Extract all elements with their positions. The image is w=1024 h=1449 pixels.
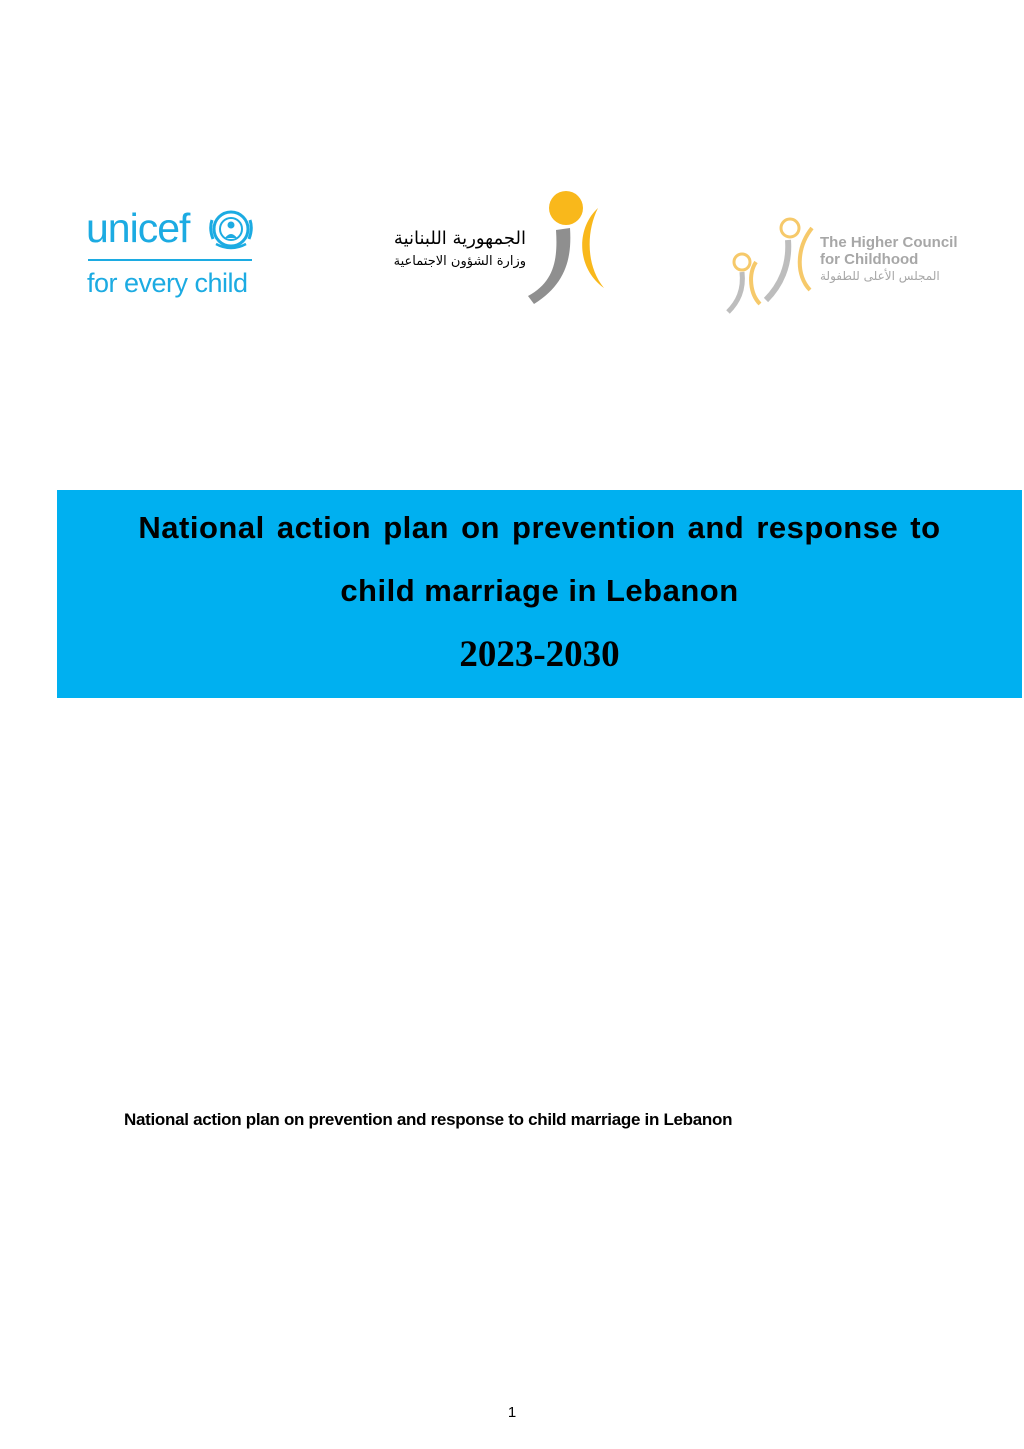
children-figures-icon bbox=[722, 214, 818, 318]
council-name-line1: The Higher Council bbox=[820, 234, 958, 251]
ministry-arabic-title: الجمهورية اللبنانية bbox=[393, 228, 526, 249]
title-line-2: child marriage in Lebanon bbox=[340, 573, 739, 608]
council-logo bbox=[722, 214, 968, 318]
unicef-wordmark: unicef bbox=[86, 205, 190, 251]
title-banner bbox=[57, 490, 1022, 698]
un-emblem-icon bbox=[208, 208, 254, 250]
unicef-divider bbox=[88, 259, 252, 261]
ministry-arabic-subtitle: وزارة الشؤون الاجتماعية bbox=[393, 254, 526, 269]
figure-icon bbox=[526, 188, 610, 308]
ministry-logo bbox=[393, 188, 610, 308]
unicef-tagline: for every child bbox=[87, 268, 248, 298]
document-subtitle: National action plan on prevention and response to child marriage in Lebanon bbox=[124, 1110, 733, 1129]
council-arabic-name: المجلس الأعلى للطفولة bbox=[820, 269, 940, 283]
title-years: 2023-2030 bbox=[459, 634, 620, 675]
page-number: 1 bbox=[507, 1404, 517, 1421]
title-line-1: National action plan on prevention and response to bbox=[138, 510, 941, 545]
unicef-logo bbox=[86, 206, 258, 298]
council-name-line2: for Childhood bbox=[820, 251, 919, 268]
